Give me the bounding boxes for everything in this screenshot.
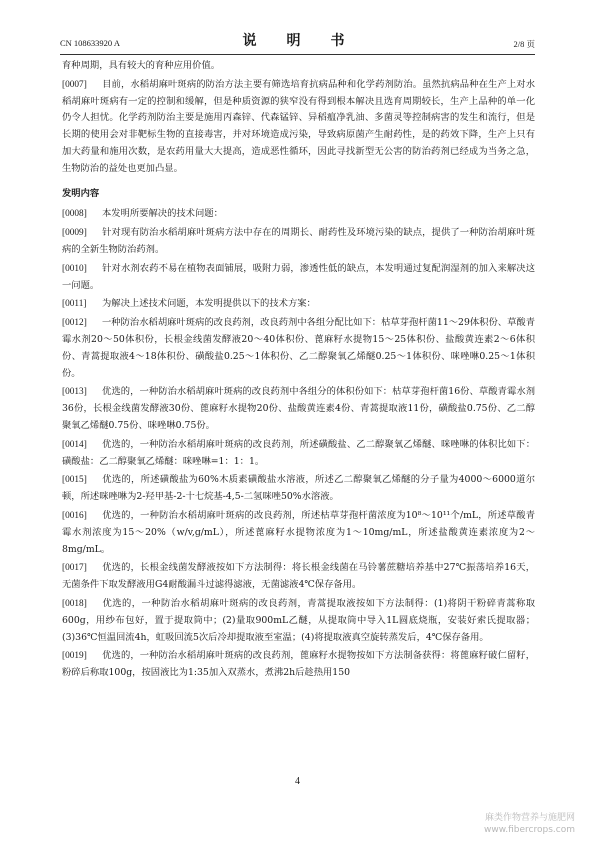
document-title: 说 明 书 [242, 33, 353, 49]
header-rule [60, 54, 535, 55]
paragraph-text: 优选的，一种防治水稻胡麻叶斑病的改良药剂，所述磺酸盐、乙二醇聚氧乙烯醚、咪唑啉的体积比如下：磺酸盐：乙二醇聚氧乙烯醚：咪唑啉=1：1：1。 [62, 438, 535, 467]
paragraph-text: 为解决上述技术问题，本发明提供以下的技术方案： [102, 298, 316, 310]
paragraph-0007 [62, 77, 535, 178]
paragraph-text: 优选的，所述磺酸盐为60%木质素磺酸盐水溶液，所述乙二醇聚氧乙烯醚的分子量为4000～6000道尔顿，所述咪唑啉为2-羟甲基-2-十七烷基-4,5-二氢咪唑50%水溶液。 [62, 474, 535, 503]
paragraph-text: 优选的，一种防治水稻胡麻叶斑病的改良药剂中各组分的体积份如下：枯草芽孢杆菌16份、草酸青霉水剂36份，长根金线菌发酵液30份、蓖麻籽水提物20份、盐酸黄连素4份、青蒿提取液11份，磺酸盐0.75份、乙二醇聚氧乙烯醚0.75份、咪唑啉0.75份。 [62, 386, 535, 431]
paragraph-0008 [62, 206, 535, 223]
paragraph-text: 优选的，一种防治水稻胡麻叶斑病的改良药剂，青蒿提取液按如下方法制得：(1)将阴干粉碎青蒿称取600g，用纱布包好，置于提取筒中；(2)量取900mL乙醚，从提取筒中导入1L圆底烧瓶，安装好索氏提取器；(3)36℃恒温回流4h，虹吸回流5次后冷却提取液至室温；(4)将提取液真空旋转蒸发后，4℃保存备用。 [62, 597, 535, 643]
paragraph-0019 [62, 648, 535, 682]
watermark [484, 812, 575, 836]
watermark-line-2: www.fibercrops.com [484, 825, 575, 835]
paragraph-text: 目前，水稻胡麻叶斑病的防治方法主要有筛选培育抗病品种和化学药剂防治。虽然抗病品种在生产上对水稻胡麻叶斑病有一定的控制和缓解，但是种质资源的狭窄没有得到根本解决且选育周期较长，生产上品种的单一化仍令人担忧。化学药剂防治主要是施用丙森锌、代森锰锌、异稻瘟净乳油、多菌灵等控制病害的发生和流行，但是长期的使用会对非靶标生物的直接毒害，并对环境造成污染，导致病原菌产生耐药性，是的药效下降，生产上只有加大药量和施用次数，是农药用量大大提高，造成恶性循环，因此寻找新型无公害的防治药剂已经成为当务之急，生物防治的益处也更加凸显。 [62, 78, 535, 174]
paragraph-0011 [62, 296, 535, 313]
watermark-line-1: 麻类作物营养与施肥网 [484, 813, 575, 823]
page-header [60, 30, 535, 52]
paragraph-text: 优选的，长根金线菌发酵液按如下方法制得：将长根金线菌在马铃薯蔗糖培养基中27℃振荡培养16天，无菌条件下取发酵液用G4耐酸漏斗过滤得滤液，无菌滤液4℃保存备用。 [62, 562, 535, 591]
paragraph-number: [0019] [62, 651, 87, 662]
continued-paragraph: 育种周期，具有较大的育种应用价值。 [62, 60, 221, 71]
paragraph-number: [0011] [62, 299, 87, 310]
paragraph-0017 [62, 560, 535, 594]
paragraph-0012 [62, 315, 535, 382]
paragraph-text: 一种防治水稻胡麻叶斑病的改良药剂，改良药剂中各组分配比如下：枯草芽孢杆菌11～29体积份、草酸青霉水剂20～50体积份，长根金线菌发酵液20～40体积份、蓖麻籽水提物15～25体积份、盐酸黄连素2～6体积份、青蒿提取液4～18体积份、磺酸盐0.25～1体积份、乙二醇聚氧乙烯醚0.25～1体积份、咪唑啉0.25～1体积份。 [62, 317, 535, 379]
paragraph-0013 [62, 384, 535, 434]
paragraph-text: 本发明所要解决的技术问题： [102, 208, 223, 220]
paragraph-0014 [62, 437, 535, 471]
paragraph-text: 针对现有防治水稻胡麻叶斑病方法中存在的周期长、耐药性及环境污染的缺点，提供了一种防治胡麻叶斑病的全新生物防治药剂。 [62, 227, 535, 255]
page-number: 4 [295, 776, 300, 787]
paragraph-text: 针对水剂农药不易在植物表面铺展，吸附力弱，渗透性低的缺点，本发明通过复配润湿剂的加入来解决这一问题。 [62, 262, 535, 291]
paragraph-text: 优选的，一种防治水稻胡麻叶斑病的改良药剂，蓖麻籽水提物按如下方法制备获得：将蓖麻籽破仁留籽，粉碎后称取100g，按固液比为1:35加入双蒸水，煮沸2h后趁热用150 [62, 650, 535, 679]
paragraph-number: [0009] [62, 228, 87, 239]
paragraph-number: [0014] [62, 439, 87, 450]
paragraph-0016 [62, 508, 535, 558]
paragraph-number: [0008] [62, 209, 87, 220]
page-indicator: 2/8 页 [513, 39, 535, 49]
paragraph-number: [0012] [62, 318, 87, 329]
paragraph-number: [0013] [62, 387, 87, 398]
paragraph-number: [0018] [62, 598, 87, 609]
paragraph-text: 优选的，一种防治水稻胡麻叶斑病的改良药剂，所述枯草芽孢杆菌浓度为10⁸～10¹¹个/mL，所述草酸青霉水剂浓度为15～20%（w/v,g/mL），所述蓖麻籽水提物浓度为1～10mg/mL，所述盐酸黄连素浓度为2～8mg/mL。 [62, 509, 535, 555]
patent-number: CN 108633920 A [60, 38, 120, 48]
paragraph-0018 [62, 596, 535, 646]
section-heading: 发明内容 [62, 187, 100, 199]
paragraph-list [62, 206, 535, 682]
paragraph-0009 [62, 225, 535, 259]
paragraph-number: [0010] [62, 263, 87, 274]
paragraph-number: [0015] [62, 475, 87, 486]
paragraph-0015 [62, 472, 535, 506]
paragraph-0010 [62, 261, 535, 295]
paragraph-number: [0016] [62, 510, 87, 521]
paragraph-number: [0017] [62, 563, 87, 574]
document-body [62, 58, 535, 684]
paragraph-number: [0007] [62, 79, 87, 90]
